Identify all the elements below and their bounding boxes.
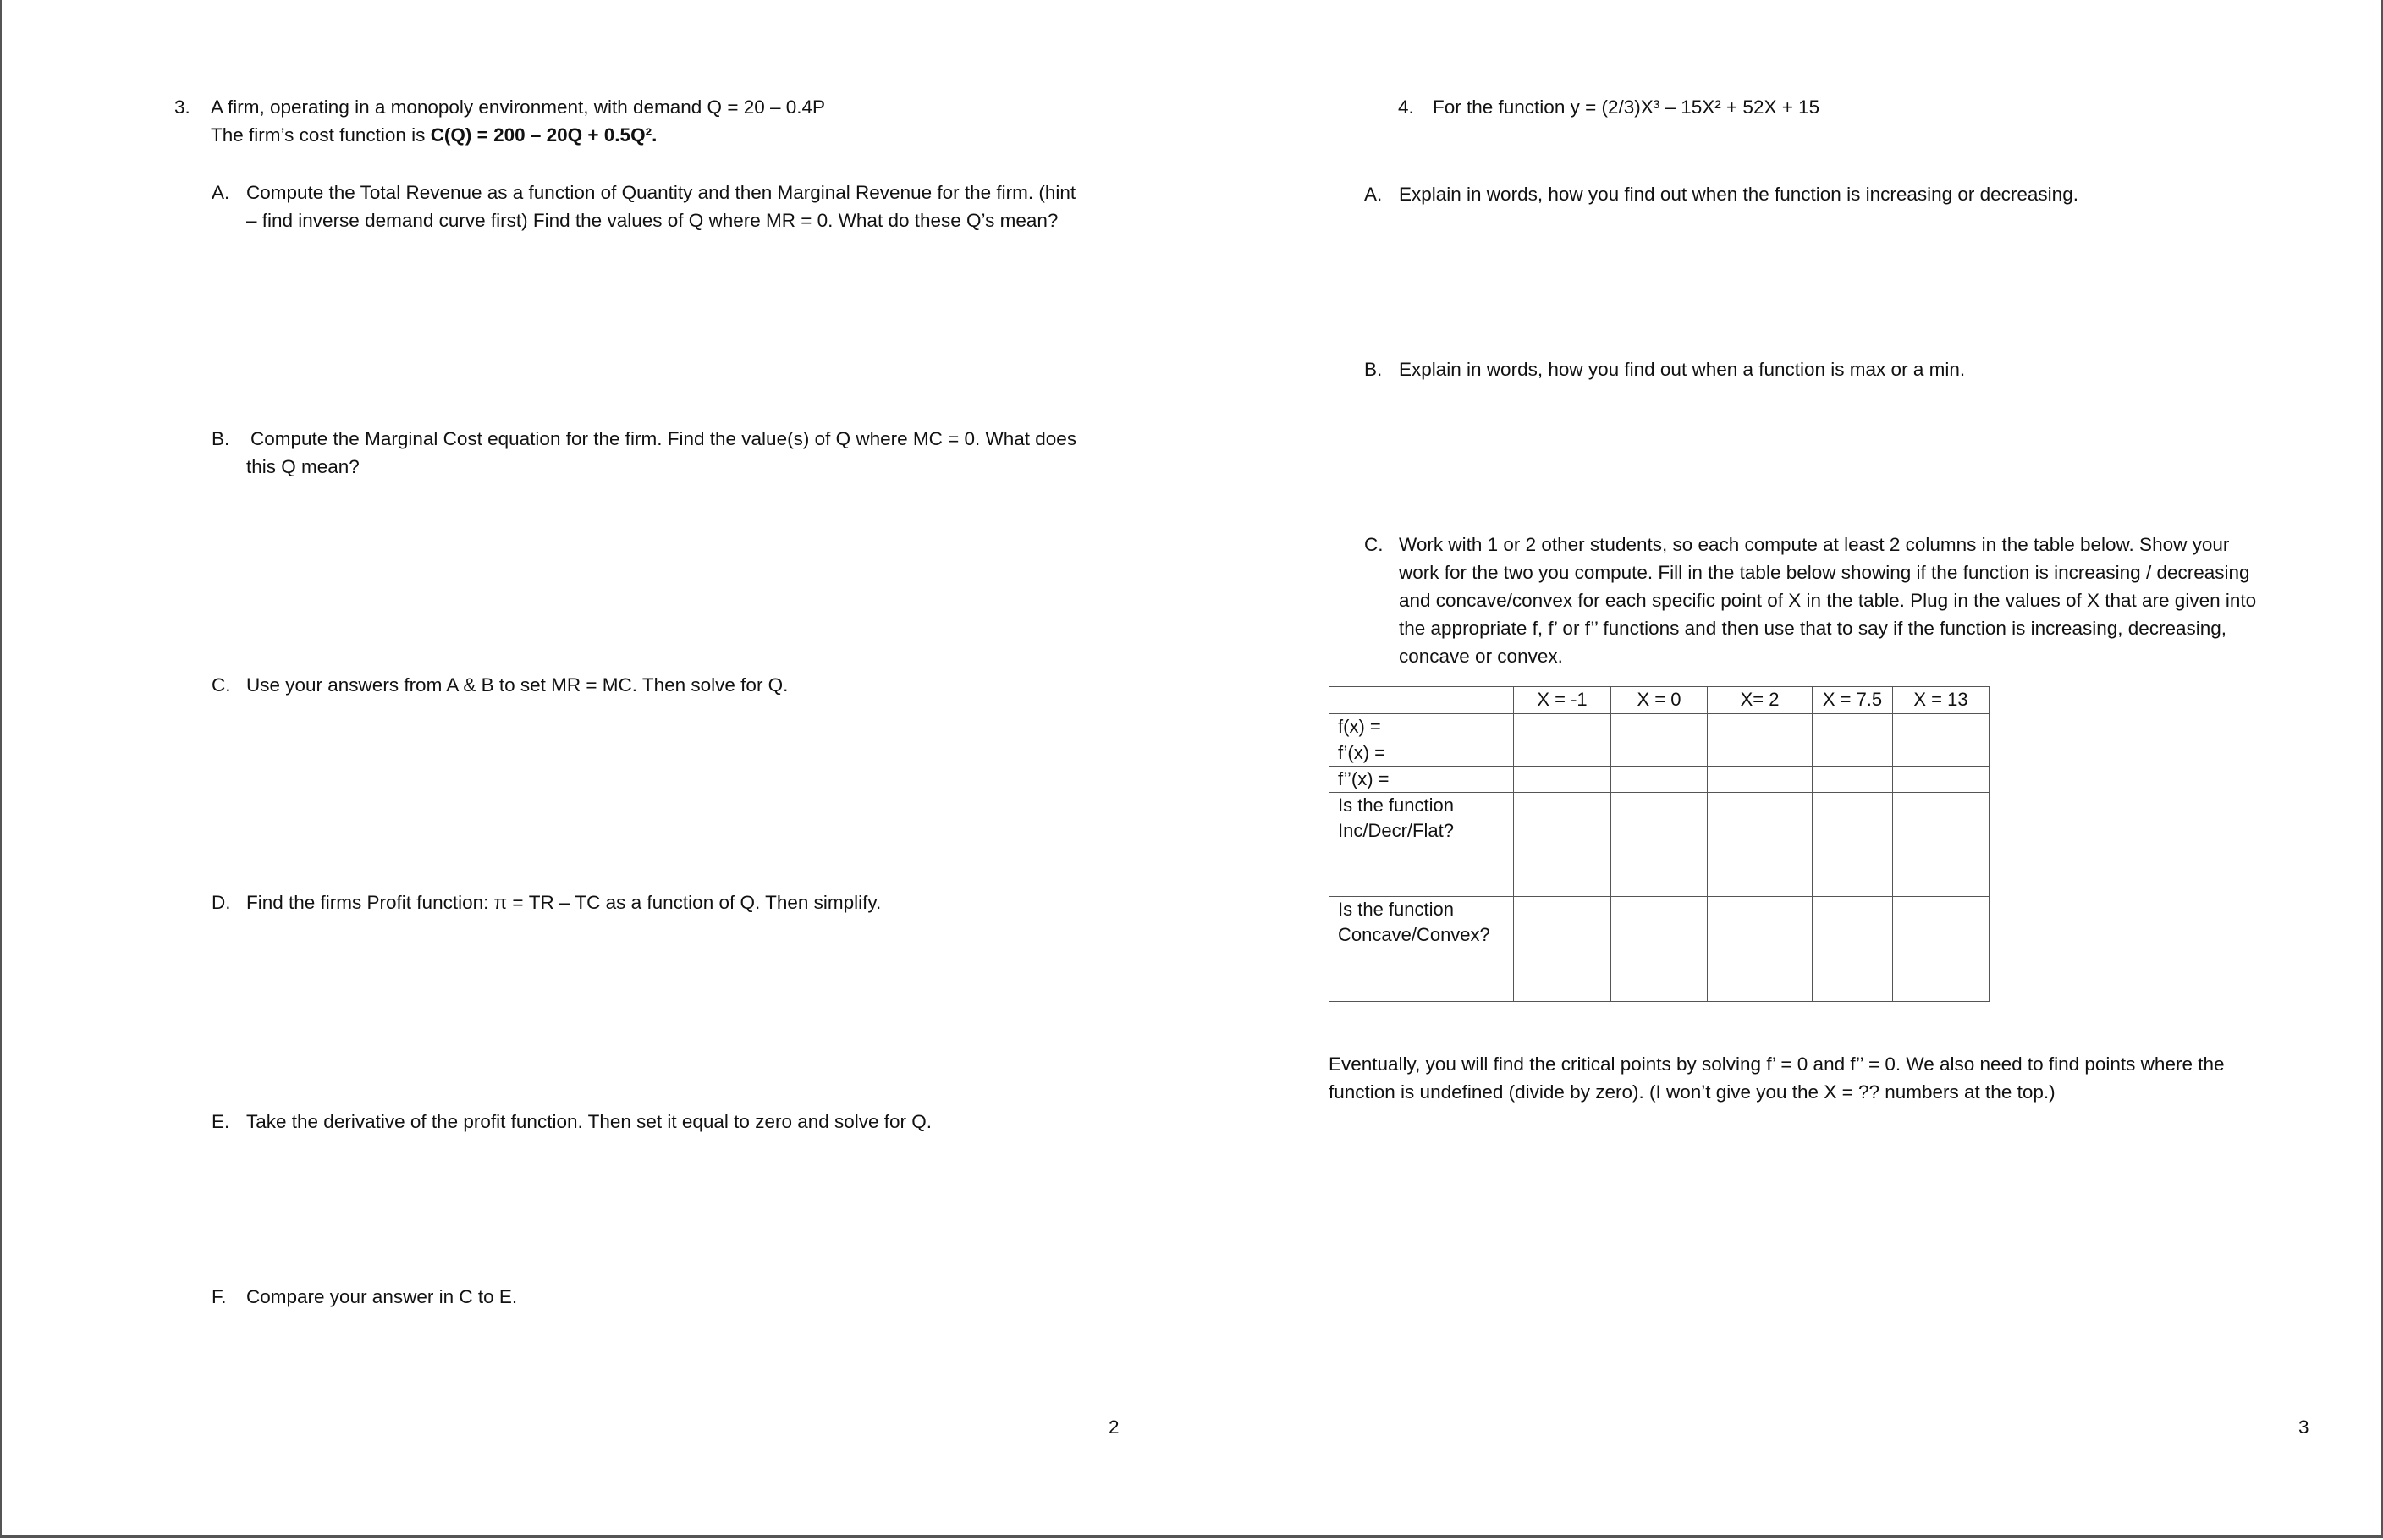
q4-part-c-line-5: concave or convex. bbox=[1399, 646, 1563, 667]
table-cell[interactable] bbox=[1611, 793, 1708, 897]
table-row-fx bbox=[1329, 714, 1990, 740]
table-cell[interactable] bbox=[1514, 714, 1611, 740]
cost-function-equation: C(Q) = 200 – 20Q + 0.5Q². bbox=[430, 124, 658, 146]
table-row-inc-decr bbox=[1329, 793, 1990, 897]
table-cell[interactable] bbox=[1514, 897, 1611, 1002]
table-cell[interactable] bbox=[1893, 714, 1990, 740]
row-label-concave-convex bbox=[1329, 897, 1514, 1002]
q3-part-c-line-1: Use your answers from A & B to set MR = MC. Then solve for Q. bbox=[246, 674, 789, 696]
table-cell[interactable] bbox=[1708, 793, 1813, 897]
table-cell[interactable] bbox=[1514, 767, 1611, 793]
footer-note-line-1: Eventually, you will find the critical points by solving f’ = 0 and f’’ = 0. We also need to find points where the bbox=[1329, 1053, 2225, 1075]
table-cell[interactable] bbox=[1893, 793, 1990, 897]
q4-part-c-line-1: Work with 1 or 2 other students, so each compute at least 2 columns in the table below. Show your bbox=[1399, 534, 2230, 555]
q3-part-e-line-1: Take the derivative of the profit function. Then set it equal to zero and solve for Q. bbox=[246, 1111, 933, 1132]
row-label-concave-convex-line-1: Is the function bbox=[1338, 899, 1454, 920]
table-cell[interactable] bbox=[1708, 740, 1813, 767]
table-row-fppx bbox=[1329, 767, 1990, 793]
q3-part-a-line-1: Compute the Total Revenue as a function of Quantity and then Marginal Revenue for the firm. (hint bbox=[246, 182, 1076, 203]
table-cell[interactable] bbox=[1708, 897, 1813, 1002]
table-cell[interactable] bbox=[1611, 714, 1708, 740]
table-header-x-2: X= 2 bbox=[1708, 687, 1813, 714]
table-header-x-neg1: X = -1 bbox=[1514, 687, 1611, 714]
footer-note-line-2: function is undefined (divide by zero). (I won’t give you the X = ?? numbers at the top.) bbox=[1329, 1081, 2056, 1103]
q3-part-a-line-2: – find inverse demand curve first) Find the values of Q where MR = 0. What do these Q’s mean? bbox=[246, 210, 1059, 231]
q4-part-c-line-3: and concave/convex for each specific point of X in the table. Plug in the values of X that are given into bbox=[1399, 590, 2257, 611]
row-label-inc-decr-line-2: Inc/Decr/Flat? bbox=[1338, 820, 1454, 841]
q3-part-d-letter: D. bbox=[212, 892, 231, 913]
page-number-3: 3 bbox=[2298, 1416, 2309, 1438]
table-cell[interactable] bbox=[1708, 714, 1813, 740]
table-header-x-0: X = 0 bbox=[1611, 687, 1708, 714]
question-3-number: 3. bbox=[174, 96, 190, 118]
q4-part-a-line-1: Explain in words, how you find out when the function is increasing or decreasing. bbox=[1399, 184, 2078, 205]
table-cell[interactable] bbox=[1514, 793, 1611, 897]
row-label-inc-decr bbox=[1329, 793, 1514, 897]
question-3-line-1: A firm, operating in a monopoly environment, with demand Q = 20 – 0.4P bbox=[211, 96, 826, 118]
table-cell[interactable] bbox=[1708, 767, 1813, 793]
q3-part-b-line-2: this Q mean? bbox=[246, 456, 360, 477]
table-row-fpx bbox=[1329, 740, 1990, 767]
table-header-x-7-5: X = 7.5 bbox=[1813, 687, 1893, 714]
table-cell[interactable] bbox=[1893, 740, 1990, 767]
table-header-blank bbox=[1329, 687, 1514, 714]
table-cell[interactable] bbox=[1893, 767, 1990, 793]
table-header-x-13: X = 13 bbox=[1893, 687, 1990, 714]
table-cell[interactable] bbox=[1813, 714, 1893, 740]
q3-part-c-letter: C. bbox=[212, 674, 231, 696]
q4-part-c-line-4: the appropriate f, f’ or f’’ functions and then use that to say if the function is increasing, decreasing, bbox=[1399, 618, 2227, 639]
table-row-concave-convex bbox=[1329, 897, 1990, 1002]
cost-function-prefix: The firm’s cost function is bbox=[211, 124, 431, 146]
row-label-inc-decr-line-1: Is the function bbox=[1338, 795, 1454, 816]
q3-part-d-line-1: Find the firms Profit function: π = TR – TC as a function of Q. Then simplify. bbox=[246, 892, 882, 913]
q4-part-c-line-2: work for the two you compute. Fill in the table below showing if the function is increasing / decreasing bbox=[1399, 562, 2250, 583]
q3-part-a-letter: A. bbox=[212, 182, 230, 203]
question-4-title: For the function y = (2/3)X³ – 15X² + 52X + 15 bbox=[1433, 96, 1820, 118]
row-label-fx: f(x) = bbox=[1329, 714, 1514, 740]
q4-part-b-letter: B. bbox=[1364, 359, 1383, 380]
table-cell[interactable] bbox=[1813, 767, 1893, 793]
q4-part-b-line-1: Explain in words, how you find out when a function is max or a min. bbox=[1399, 359, 1966, 380]
q3-part-f-letter: F. bbox=[212, 1286, 227, 1307]
page-number-2: 2 bbox=[1109, 1416, 1120, 1438]
table-cell[interactable] bbox=[1813, 793, 1893, 897]
q3-part-e-letter: E. bbox=[212, 1111, 230, 1132]
q4-part-a-letter: A. bbox=[1364, 184, 1383, 205]
question-4-number: 4. bbox=[1398, 96, 1414, 118]
question-3-line-2 bbox=[211, 121, 657, 149]
table-cell[interactable] bbox=[1611, 767, 1708, 793]
table-cell[interactable] bbox=[1611, 897, 1708, 1002]
q3-part-b-line-1: Compute the Marginal Cost equation for the firm. Find the value(s) of Q where MC = 0. What does bbox=[250, 428, 1077, 449]
table-cell[interactable] bbox=[1611, 740, 1708, 767]
table-cell[interactable] bbox=[1893, 897, 1990, 1002]
q3-part-b-letter: B. bbox=[212, 428, 230, 449]
q4-part-c-letter: C. bbox=[1364, 534, 1384, 555]
table-cell[interactable] bbox=[1813, 740, 1893, 767]
row-label-concave-convex-line-2: Concave/Convex? bbox=[1338, 924, 1490, 945]
table-cell[interactable] bbox=[1514, 740, 1611, 767]
row-label-f-double-prime: f’’(x) = bbox=[1329, 767, 1514, 793]
table-header-row bbox=[1329, 687, 1990, 714]
table-cell[interactable] bbox=[1813, 897, 1893, 1002]
q3-part-f-line-1: Compare your answer in C to E. bbox=[246, 1286, 518, 1307]
function-analysis-table bbox=[1329, 686, 1990, 1002]
row-label-f-prime: f’(x) = bbox=[1329, 740, 1514, 767]
